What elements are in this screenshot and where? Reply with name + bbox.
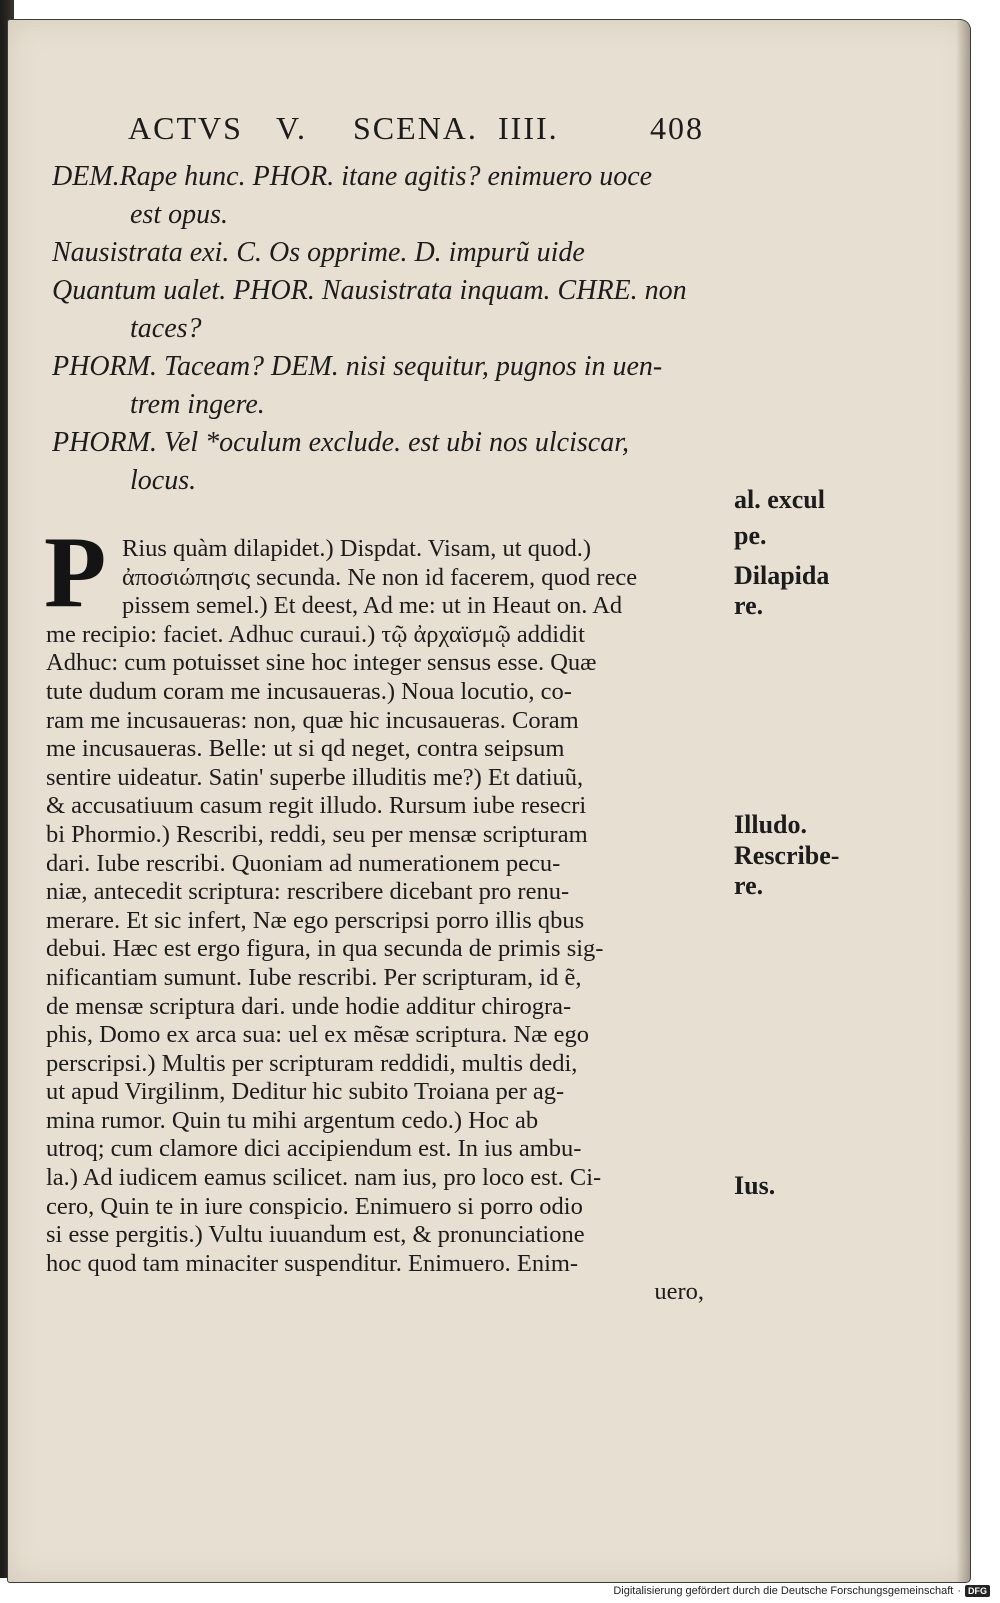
running-head (128, 110, 728, 150)
commentary-line: cero, Quin te in iure conspicio. Enimuero si porro odio (46, 1192, 583, 1220)
commentary-line: mina rumor. Quin tu mihi argentum cedo.) Hoc ab (46, 1106, 539, 1134)
commentary-line: hoc quod tam minaciter suspenditur. Enimuero. Enim- (46, 1249, 579, 1277)
margin-note: Illudo. (734, 810, 807, 839)
commentary-line: si esse pergitis.) Vultu iuuandum est, & pronunciatione (46, 1221, 585, 1249)
catchword: uero, (654, 1278, 704, 1306)
dialogue-line: PHORM. Taceam? DEM. nisi sequitur, pugnos in uen- (52, 351, 663, 382)
commentary-line: nificantiam sumunt. Iube rescribi. Per scripturam, id ẽ, (46, 963, 582, 991)
commentary-line: merare. Et sic infert, Næ ego perscripsi porro illis qbus (46, 906, 585, 934)
drop-cap: P (44, 516, 107, 629)
dialogue-line: PHORM. Vel *oculum exclude. est ubi nos ulciscar, (52, 427, 629, 458)
margin-note: Rescribe- (734, 841, 840, 870)
dialogue-line: taces? (130, 313, 202, 344)
margin-note: re. (734, 871, 764, 900)
commentary-line: debui. Hæc est ergo figura, in qua secunda de primis sig- (46, 935, 604, 963)
commentary-block (46, 535, 718, 1307)
running-head-scene: SCENA. (353, 110, 478, 146)
dialogue-block (52, 158, 732, 500)
commentary-line: Adhuc: cum potuisset sine hoc integer sensus esse. Quæ (46, 649, 597, 677)
commentary-line: me recipio: faciet. Adhuc curaui.) τῷ ἀρχαϊσμῷ addidit (46, 620, 585, 648)
commentary-line: & accusatiuum casum regit illudo. Rursum iube resecri (46, 792, 587, 820)
footer-text: Digitalisierung gefördert durch die Deutsche Forschungsgemeinschaft (613, 1585, 954, 1597)
commentary-line: bi Phormio.) Rescribi, reddi, seu per mensæ scripturam (46, 820, 588, 848)
dialogue-line: Quantum ualet. PHOR. Nausistrata inquam. CHRE. non (52, 275, 687, 306)
commentary-line: pissem semel.) Et deest, Ad me: ut in Heaut on. Ad (122, 592, 623, 620)
commentary-line: niæ, antecedit scriptura: rescribere dicebant pro renu- (46, 878, 570, 906)
dialogue-line: DEM.Rape hunc. PHOR. itane agitis? enimuero uoce (52, 161, 653, 192)
running-head-act-number: V. (276, 110, 307, 146)
running-head-scene-number: IIII. (498, 110, 559, 146)
dialogue-line: est opus. (130, 199, 228, 230)
page-number: 408 (650, 110, 704, 146)
margin-notes (734, 485, 966, 1245)
commentary-line: sentire uideatur. Satin' superbe illuditis me?) Et datiuũ, (46, 763, 584, 791)
commentary-line: Rius quàm dilapidet.) Dispdat. Visam, ut quod.) (122, 535, 591, 562)
dialogue-line: trem ingere. (130, 389, 265, 420)
commentary-line: dari. Iube rescribi. Quoniam ad numerationem pecu- (46, 849, 561, 877)
commentary-line: perscripsi.) Multis per scripturam reddidi, multis dedi, (46, 1049, 578, 1077)
margin-note: al. excul (734, 485, 825, 514)
commentary-line: tute dudum coram me incusaueras.) Noua locutio, co- (46, 677, 572, 705)
commentary-line: me incusaueras. Belle: ut si qd neget, contra seipsum (46, 735, 565, 763)
commentary-line: la.) Ad iudicem eamus scilicet. nam ius, pro loco est. Ci- (46, 1164, 602, 1192)
running-head-act: ACTVS (128, 110, 243, 146)
margin-note: pe. (734, 521, 767, 550)
dfg-logo: DFG (965, 1585, 990, 1597)
dialogue-line: Nausistrata exi. C. Os opprime. D. impurũ uide (52, 237, 585, 268)
commentary-line: phis, Domo ex arca sua: uel ex mẽsæ scriptura. Næ ego (46, 1021, 589, 1049)
commentary-line: de mensæ scriptura dari. unde hodie additur chirogra- (46, 992, 572, 1020)
dialogue-line: locus. (130, 465, 197, 496)
margin-note: re. (734, 591, 764, 620)
commentary-line: ram me incusaueras: non, quæ hic incusaueras. Coram (46, 706, 579, 734)
commentary-line: ut apud Virgilinm, Deditur hic subito Troiana per ag- (46, 1078, 565, 1106)
margin-note: Dilapida (734, 561, 830, 590)
digitization-footer: Digitalisierung gefördert durch die Deutsche Forschungsgemeinschaft · DFG (613, 1583, 990, 1599)
margin-note: Ius. (734, 1171, 776, 1200)
commentary-line: ἀποσιώπησις secunda. Ne non id facerem, quod rece (122, 563, 638, 591)
commentary-line: utroq; cum clamore dici accipiendum est. In ius ambu- (46, 1135, 582, 1163)
